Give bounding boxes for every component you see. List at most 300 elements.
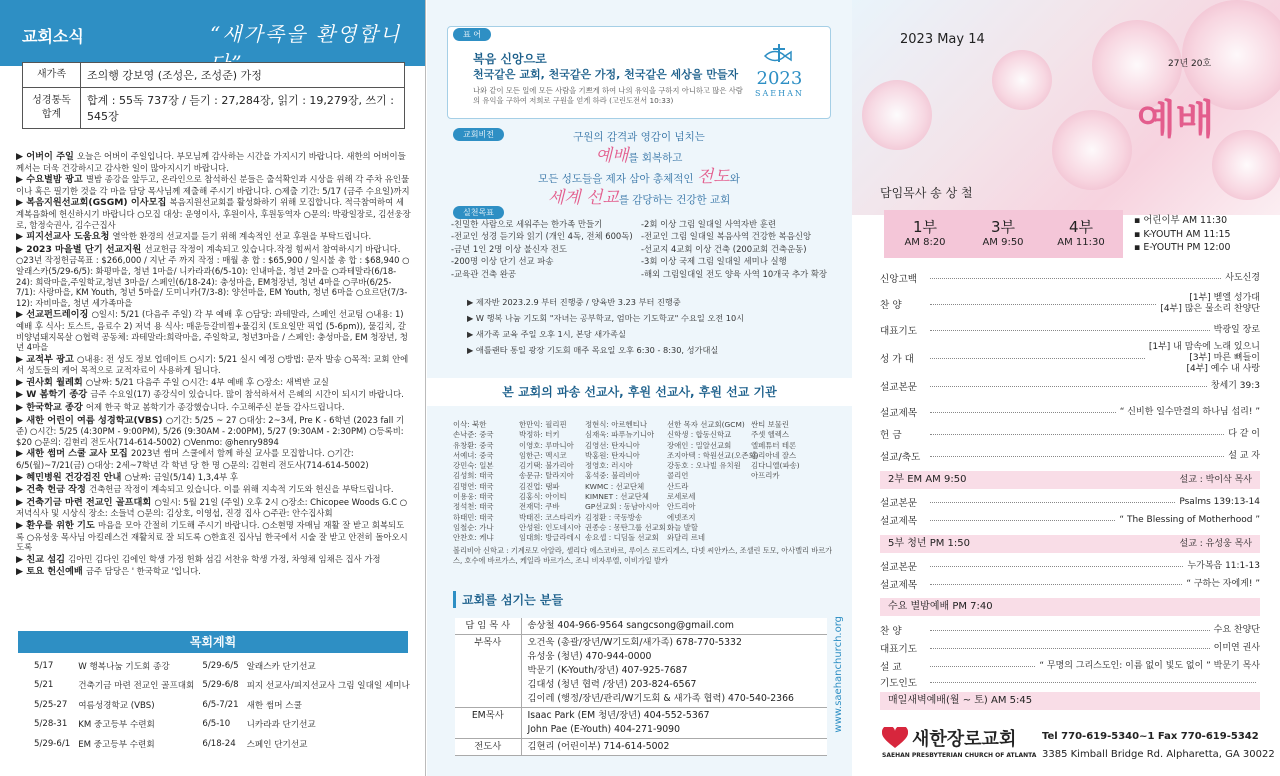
order-row xyxy=(880,574,1260,594)
leader-dots xyxy=(930,682,1256,683)
plan-cell: 스페인 단기선교 xyxy=(246,739,308,750)
mission-column xyxy=(585,420,666,544)
leader-dots xyxy=(930,304,1156,305)
plan-cell: 6/18-24 xyxy=(202,738,236,749)
mission-column xyxy=(667,420,759,544)
order-row xyxy=(880,268,1260,288)
goal-item: -전교인 성경 듣기와 읽기 (개인 4독, 전체 600독) xyxy=(451,231,633,242)
order-value: 이미연 권사 xyxy=(1213,642,1260,653)
goal-item: -해외 그림일대일 전도 양육 사역 10개국 추가 확장 xyxy=(641,268,828,279)
news-item-title: ▶ 선교펀드레이징 xyxy=(16,309,92,321)
leader-dots xyxy=(930,456,1224,457)
staff-member: 김이레 (행정/장년/관리/W기도회 & 새가족 협력) 470-540-2366 xyxy=(527,693,794,704)
news-item-body: 선교헌금 작정이 계속되고 있습니다.작정 힘써서 참여하시기 바랍니다. ○23년 작정헌금목표 : $266,000 / 지난 주 까지 작정 : 매월 총 합 : $65,900 / 일시불 총 합 : $68,940 ○알래스카(5/29-6/5): 화평마을, 청년 1마을/ 니카라과(6/5-10): 인내마을, 청년 2마을 ○과테말라(6/18-24): 희락마을,주일학교,청년 3마을/ 스페인(6/18-24): 충성마을, EM청장년, 청년 4마을 ○쿠바(6/25-7/1): 사랑마을, KM Youth, 청년 5마을/ 도미니카(7/3-8): 양선마을, EM Youth, 청년 6마을 ○요르단(7/3-12): 자비마을, 청년 세가족마을 xyxy=(16,243,410,308)
news-item xyxy=(16,377,411,389)
missionary: 박정하: 터키 xyxy=(519,430,560,440)
plan-table xyxy=(30,656,414,754)
plan-cell: 피지 선교사/피지선교사 그림 일대일 세미나 xyxy=(246,681,410,692)
staff-member: Isaac Park (EM 청년/장년) 404-552-5367 xyxy=(527,710,710,721)
order-row xyxy=(880,402,1260,422)
service-name: 3부 xyxy=(990,218,1016,236)
order-label: 대표기도 xyxy=(880,644,918,655)
bullet-icon: ▶ xyxy=(467,313,476,323)
plan-cell: 5/29-6/8 xyxy=(202,680,239,691)
bible-value: 합계 : 55독 737장 / 듣기 : 27,284장, 읽기 : 19,279장, 쓰기 : 545장 xyxy=(81,88,405,129)
news-item-title: ▶ 새한 어린이 여름 성경학교(VBS) xyxy=(16,414,166,426)
missionary: 송요셉 : 디딤돌 선교회 xyxy=(585,533,659,543)
news-item-body: 어제 한국 학교 봄학기가 종강했습니다. 수고해주신 분들 감사드립니다. xyxy=(85,402,345,413)
missionary: 신학생 : 합동신학교 xyxy=(667,430,732,440)
church-vision: 구원의 감격과 영감이 넘치는 예배를 회복하고 모든 성도들을 제자 삼아 총체적인 전도와 세계 선교를 감당하는 건강한 교회 xyxy=(538,131,740,208)
order-label: 설교/축도 xyxy=(880,452,921,463)
plan-row xyxy=(30,656,414,676)
news-item xyxy=(16,354,411,376)
missionary: 박홍원: 탄자니아 xyxy=(585,450,640,460)
missionary: GP선교회 : 동남아시아 xyxy=(585,502,660,512)
new-family-value: 조의행 강보영 (조성은, 조성준) 가정 xyxy=(81,63,405,88)
news-item-body: ○날짜: 금일(5/14) 1,3,4부 후 xyxy=(124,471,238,482)
mission-footnote: 볼리비아 신학교 : 기계로모 아알라, 셸리다 에스코바르, 루이스 로드리게스, 다넷 씨안카스, 조셀린 토모, 아사벨리 바르가스, 호수에 바르가스, 케일라 바르가스, 조니 비자루엘, 이비가일 발카 xyxy=(453,546,833,565)
news-item-title: ▶ 권사회 월례회 xyxy=(16,376,86,388)
missionary: 와달리 르네 xyxy=(667,533,706,543)
news-item-body: 2023년 썸머 스쿨에서 함께 하실 교사를 모집합니다. ○기간: 6/5(월)~7/21(금) ○대상: 2세~7학년 각 학년 당 한 명 ○문의: 김현리 전도사(714-614-5002) xyxy=(16,448,369,471)
news-item xyxy=(16,484,411,496)
order-value: 수요 찬양단 xyxy=(1213,624,1260,635)
leader-dots xyxy=(930,520,1115,521)
missionary: 장애인 : 밀알선교회 xyxy=(667,440,732,450)
missionary: 김명연: 태국 xyxy=(453,481,494,491)
news-item xyxy=(16,554,411,566)
missionary: 안드리아 xyxy=(667,502,696,512)
order-label: 찬 양 xyxy=(880,300,902,311)
plan-row xyxy=(30,715,414,735)
news-item-title: ▶ 건축기금 마련 전교인 골프대회 xyxy=(16,496,155,508)
plan-cell: 니카라과 단기선교 xyxy=(246,720,316,731)
announcements-header xyxy=(0,0,425,66)
leader-dots xyxy=(930,412,1116,413)
order-row xyxy=(880,320,1260,340)
service-name: 1부 xyxy=(912,218,938,236)
news-item xyxy=(16,497,411,519)
news-item-title: ▶ 새한 썸머 스쿨 교사 모집 xyxy=(16,448,132,460)
order-row xyxy=(880,510,1260,530)
staff-member: 김현리 (어린이부) 714-614-5002 xyxy=(527,741,670,752)
plan-row xyxy=(30,676,414,696)
band-label: 2부 EM AM 9:50 xyxy=(888,474,967,485)
band-preacher: 설교 : 박이삭 목사 xyxy=(1179,475,1252,485)
order-row xyxy=(880,672,1260,692)
missionary: 김성희: 태국 xyxy=(453,471,494,481)
order-value: 박광일 장로 xyxy=(1213,324,1260,335)
order-label: 설교제목 xyxy=(880,580,918,591)
plan-cell: 5/17 xyxy=(34,660,54,671)
vision-tag: 교회비전 xyxy=(453,128,504,141)
news-item-body: 금주 수요일(17) 종강식이 있습니다. 많이 참석하셔서 은혜의 시간이 되시기 바랍니다. xyxy=(90,389,404,400)
order-label: 설교제목 xyxy=(880,408,918,419)
missionary: 김홍식: 아이티 xyxy=(519,492,567,502)
missionary: 로세로세 xyxy=(667,492,696,502)
staff-row xyxy=(455,739,827,756)
news-item-title: ▶ 건축 헌금 작정 xyxy=(16,484,90,496)
plan-row xyxy=(30,695,414,715)
missionary: 정석천: 태국 xyxy=(453,502,494,512)
vision-panel xyxy=(427,0,852,776)
missionary: 조지아텍 : 학원선교(오존회) xyxy=(667,450,759,460)
goal-item: -200명 이상 단기 선교 파송 xyxy=(451,256,554,267)
news-list xyxy=(16,151,411,579)
service-band xyxy=(880,692,1260,710)
news-item-title: ▶ 복음지원선교회(GSGM) 이사모집 xyxy=(16,197,170,209)
order-row xyxy=(880,424,1260,444)
band-label: 5부 청년 PM 1:50 xyxy=(888,538,970,549)
missionary: 콜리언 xyxy=(667,471,689,481)
news-item xyxy=(16,197,411,230)
plan-cell: EM 중고등부 수련회 xyxy=(78,739,155,750)
new-family-label: 새가족 xyxy=(23,63,81,88)
staff-members xyxy=(521,708,827,739)
missionary: 아프리카 xyxy=(751,471,780,481)
order-value: “ 구하는 자에게! ” xyxy=(1186,578,1260,589)
goal-item: -전교인 그림 일대일 복음사역 건강한 복음신앙 xyxy=(641,231,812,242)
missionary: 주셋 헬렉스 xyxy=(751,430,790,440)
staff-role: 전도사 xyxy=(455,739,521,756)
leader-dots xyxy=(930,386,1207,387)
church-english-name: SAEHAN PRESBYTERIAN CHURCH OF ATLANTA xyxy=(882,752,1037,759)
news-item-body: 금주 담당은 ' 한국학교 '입니다. xyxy=(85,566,201,577)
year-logo: 2023 SAEHAN xyxy=(755,42,804,98)
youth-service: ▪ 어린이부 AM 11:30 xyxy=(1134,215,1228,226)
plan-cell: 5/29-6/1 xyxy=(34,738,71,749)
order-value: [1부] 내 맘속에 노래 있으니 [3부] 마른 뼈들이 [4부] 예수 내 사랑 xyxy=(1148,341,1260,374)
order-value: “ The Blessing of Motherhood ” xyxy=(1119,514,1260,525)
leader-dots xyxy=(930,278,1221,279)
mission-column xyxy=(751,420,800,482)
band-label: 매일새벽예배(월 ~ 토) AM 5:45 xyxy=(888,695,1033,706)
staff-row xyxy=(455,708,827,739)
order-label: 성 가 대 xyxy=(880,354,914,365)
mission-column xyxy=(519,420,581,544)
staff-member: John Pae (E-Youth) 404-271-9090 xyxy=(527,724,680,735)
missionary: KIMNET : 선교단체 xyxy=(585,492,649,502)
motto-verse: 나와 같이 모든 일에 모든 사람을 기쁘게 하여 나의 유익을 구하지 아니하고 많은 사람의 유익을 구하여 저희로 구원을 얻게 하라 (고린도전서 10:33) xyxy=(473,86,743,105)
order-of-service xyxy=(880,0,1260,776)
youth-service: ▪ E-YOUTH PM 12:00 xyxy=(1134,242,1231,253)
missionary: 싼티 보물린 xyxy=(751,420,790,429)
news-item-title: ▶ 2023 마을별 단기 선교지원 xyxy=(16,243,145,255)
note-item xyxy=(467,294,837,310)
leader-dots xyxy=(930,566,1183,567)
mission-column xyxy=(453,420,494,544)
missionary: 김정환 : 국동방송 xyxy=(585,512,643,522)
missionary: 강동호 : 오나빌 유치원 xyxy=(667,461,741,471)
news-item-body: 오늘은 어버이 주일입니다. 부모님께 감사하는 시간을 가지시기 바랍니다. 새한의 어버이들께서는 더욱 건강하시고 감사한 일이 많아지시기 바랍니다. xyxy=(16,151,406,173)
news-item xyxy=(16,520,411,553)
order-value: 창세기 39:3 xyxy=(1210,380,1260,391)
news-item-body: ○일시: 5월 21일 (주일) 오후 2시 ○장소: Chicopee Woods G.C ○저녁식사 및 시상식 장소: 소들녁 ○문의: 김상호, 이영섭, 진경 집사 ○주관: 안수집사회 xyxy=(16,496,408,519)
service-band xyxy=(880,535,1260,553)
staff-row xyxy=(455,618,827,635)
heart-icon xyxy=(882,727,908,749)
missionary: 심재욱: 파푸뉴기니아 xyxy=(585,430,655,440)
missionary: 박태진: 코스타리카 xyxy=(519,512,581,522)
bullet-icon: ▶ xyxy=(467,297,476,307)
note-item xyxy=(467,310,837,326)
missionary: 김다니엘(파송) xyxy=(751,461,800,471)
staff-role: 담 임 목 사 xyxy=(455,618,521,635)
staff-members xyxy=(521,635,827,708)
missionary: 화늘 발할 xyxy=(667,522,698,532)
plan-cell: KM 중고등부 수련회 xyxy=(78,720,155,731)
news-item-body: ○기간: 5/25 ~ 27 ○대상: 2~3세, Pre K - 6학년 (2023 fall 기준) ○시간: 5/25 (4:30PM - 9:00PM), 5/26 (9:30AM - 2:00PM), 5/27 (9:30AM - 2:30PM) ○등록비: $20 ○문의: 김현리 전도사(714-614-5002) ○Venmo: @henry9894 xyxy=(16,414,405,447)
staff-member: 오건욱 (총괄/장년/W기도회/새가족) 678-770-5332 xyxy=(527,637,742,648)
leader-dots xyxy=(930,648,1210,649)
news-item-body: ○일시: 5/21 (다음주 주일) 각 부 예배 후 ○담당: 과테말라, 스페인 선교팀 ○내용: 1) 예배 후 식사: 토스트, 음료수 2) 저녁 용 식사: 매운등갈비찜+물김치 (토요일만 픽업 (5-6pm)), 물김치, 갈비양념돼지목살 ○협력 공동체: 과테말라:희락마을, 주일학교, 청년3마을 / 스페인: 충성마을, EM 청장년, 청년 4마을 xyxy=(16,309,408,353)
bible-label: 성경통독 합계 xyxy=(23,88,81,129)
plan-cell: 5/21 xyxy=(34,680,54,691)
staff-row xyxy=(455,635,827,708)
church-name: 새한장로교회 xyxy=(912,729,1017,750)
order-row xyxy=(880,376,1260,396)
staff-members xyxy=(521,618,827,635)
missionary: KWMC : 선교단체 xyxy=(585,481,645,491)
news-item-title: ▶ 한국학교 종강 xyxy=(16,402,86,414)
news-item-body: 열악한 환경의 선교지를 듣기 위해 계속적인 선교 후원을 부탁드립니다. xyxy=(112,231,372,242)
missionary: 하태민: 태국 xyxy=(453,512,494,522)
goal-item: -3회 이상 국제 그림 일대일 세미나 실행 xyxy=(641,256,787,267)
plan-row xyxy=(30,734,414,754)
news-item xyxy=(16,566,411,578)
news-item-body: ○날짜: 5/21 다음주 주일 ○시간: 4부 예배 후 ○장소: 새벽반 교실 xyxy=(85,376,329,387)
mission-title: 본 교회의 파송 선교사, 후원 선교사, 후원 선교 기관 xyxy=(427,378,852,406)
order-label: 찬 양 xyxy=(880,626,902,637)
news-item xyxy=(16,309,411,352)
staff-members xyxy=(521,739,827,756)
order-row xyxy=(880,294,1260,314)
missionary: 정영호: 러시아 xyxy=(585,461,633,471)
plan-cell: W 행복나눔 기도회 종강 xyxy=(78,661,170,672)
order-value: [1부] 벧엘 성가대 [4부] 많은 물소리 찬양단 xyxy=(1160,293,1260,314)
missionary: 안찬호: 케냐 xyxy=(453,533,494,543)
missionary: 손낙준: 중국 xyxy=(453,430,494,440)
staff-role: EM목사 xyxy=(455,708,521,739)
missionary: 유창환: 중국 xyxy=(453,440,494,450)
news-item-title: ▶ 혜민병원 건강검진 안내 xyxy=(16,471,125,483)
news-item-title: ▶ 환우를 위한 기도 xyxy=(16,520,98,531)
order-row xyxy=(880,492,1260,512)
goal-item: -선교지 4교회 이상 건축 (200교회 건축운동) xyxy=(641,243,807,254)
church-logo xyxy=(882,725,1016,751)
worship-title: 예배 xyxy=(1137,96,1215,143)
news-item-title: ▶ W 봄학기 종강 xyxy=(16,389,91,401)
missionary: 홍석중: 불리비아 xyxy=(585,471,640,481)
news-item xyxy=(16,472,411,484)
missionary: 산드라 xyxy=(667,481,689,491)
missionary: 정현식: 아르헨티나 xyxy=(585,420,647,429)
missionary: 이용웅: 태국 xyxy=(453,492,494,502)
leader-dots xyxy=(930,358,1145,359)
missionary: 안성원: 인도네시아 xyxy=(519,522,581,532)
news-item xyxy=(16,231,411,243)
plan-cell: 새한 썸머 스쿨 xyxy=(246,700,302,711)
order-label: 헌 금 xyxy=(880,430,902,441)
staff-member: 박문기 (K-Youth/장년) 407-925-7687 xyxy=(527,665,688,676)
note-text: 제자반 2023.2.9 부터 진행중 / 양육반 3.23 부터 진행중 xyxy=(475,297,681,307)
news-item xyxy=(16,448,411,470)
service-time: AM 8:20 xyxy=(904,237,946,248)
leader-dots xyxy=(930,502,1175,503)
youth-service: ▪ K-YOUTH AM 11:15 xyxy=(1134,228,1231,240)
plan-cell: 알래스카 단기선교 xyxy=(246,661,316,672)
order-label: 신앙고백 xyxy=(880,274,918,285)
plan-cell: 여름성경학교 (VBS) xyxy=(78,700,155,711)
staff-member: 유성웅 (청년) 470-944-0000 xyxy=(527,651,652,662)
news-item-title: ▶ 어버이 주일 xyxy=(16,151,78,162)
worship-panel xyxy=(852,0,1280,776)
order-row xyxy=(880,556,1260,576)
staff-table xyxy=(455,618,827,756)
news-item-title: ▶ 피지선교사 도움요청 xyxy=(16,231,113,243)
order-value: 사도신경 xyxy=(1225,272,1260,283)
order-label: 설 교 xyxy=(880,662,902,673)
note-text: W 행복 나눔 기도회 "자녀는 공부학교, 엄마는 기도학교" 수요일 오전 10시 xyxy=(475,313,745,323)
news-item-body: 복음지원선교회를 활성화하기 위해 모집합니다. 적극참여하여 세계복음화에 헌신하시기 바랍니다 ○모집 대상: 운영이사, 후원이사, 후원동역자 ○문의: 박광일장로, 김선웅장로, 함정숙권사, 김수근집사 xyxy=(16,197,411,230)
missionary: 에넷조지 xyxy=(667,512,696,522)
missionary: 전재덕: 쿠바 xyxy=(519,502,560,512)
missionary: 이영호: 루마니아 xyxy=(519,440,574,450)
notes-list xyxy=(467,294,837,358)
missionary: 이삭: 북한 xyxy=(453,420,487,429)
missionary: 선한 목자 선교회(GCM) xyxy=(667,420,745,429)
plan-cell: 5/28-31 xyxy=(34,719,68,730)
news-item-body: 마음을 모아 간절히 기도해 주시기 바랍니다. ○소현명 자매님 재활 잘 받고 회복되도록 ○유성웅 목사님 아킬레스건 재활치료 잘 되도록 ○한효진 집사님 한국에서 시술 잘 받고 안전히 돌아오시도록 xyxy=(16,520,408,553)
leader-dots xyxy=(930,630,1210,631)
news-item xyxy=(16,151,411,173)
senior-pastor: 담임목사 송 상 철 xyxy=(880,186,973,200)
order-value: 다 같 이 xyxy=(1228,428,1260,439)
note-text: 새가족 교육 주일 오후 1시, 본당 새가족실 xyxy=(475,329,626,339)
band-preacher: 설교 : 유성웅 목사 xyxy=(1179,539,1252,549)
motto-title: 복음 신앙으로 xyxy=(473,52,547,66)
leader-dots xyxy=(930,330,1210,331)
welcome-slogan: “새가족을 환영합니 xyxy=(210,22,402,46)
service-band xyxy=(880,598,1260,616)
news-item xyxy=(16,389,411,401)
plan-cell: 건축기금 마련 전교인 골프대회 xyxy=(78,681,195,692)
missionary: 김기택: 불가리아 xyxy=(519,461,574,471)
news-item-title: ▶ 수요별밤 광고 xyxy=(16,174,86,186)
leader-dots xyxy=(930,584,1182,585)
section-title: 교회소식 xyxy=(22,27,84,46)
service-time: AM 11:30 xyxy=(1057,237,1105,248)
plan-cell: 5/29-6/5 xyxy=(202,660,239,671)
news-item-body: 건축헌금 작정이 계속되고 있습니다. 이를 위해 지속적 기도와 헌신을 부탁드립니다. xyxy=(89,484,394,495)
note-item xyxy=(467,342,837,358)
order-row xyxy=(880,446,1260,466)
news-item-body: 별밤 종강을 앞두고, 온라인으로 참석하신 분들은 출석확인과 시상을 위해 각 주차 유인물이나 혹은 필기한 것을 각 마을 담당 목사님께 제출해 주시기 바랍니다. ○제출 기간: 5/17 (금주 수요일)까지 xyxy=(16,174,410,196)
news-item-body: ○내용: 전 성도 정보 업데이트 ○시기: 5/21 실시 예정 ○방법: 문자 발송 ○목적: 교회 안에서 성도들의 케어 목적으로 교적자료이 사용하게 됩니다. xyxy=(16,353,409,376)
order-row xyxy=(880,620,1260,640)
order-value: “ 무명의 그리스도인: 이름 없이 빛도 없이 ” 박문기 목사 xyxy=(1039,660,1260,671)
missionary: 임한근: 멕시코 xyxy=(519,450,567,460)
missionary: 김진업: 탬파 xyxy=(519,481,560,491)
motto-title-2: 천국같은 교회, 천국같은 가정, 천국같은 세상을 만들자 xyxy=(473,68,739,81)
bullet-icon: ▶ xyxy=(467,345,476,355)
order-value: “ 신비한 일수만결의 하나님 섭리! ” xyxy=(1119,406,1260,417)
news-item xyxy=(16,244,411,309)
news-item xyxy=(16,415,411,448)
plan-title: 목회계획 xyxy=(18,631,408,653)
missionary: 강민숙: 일본 xyxy=(453,461,494,471)
bullet-icon: ▶ xyxy=(467,329,476,339)
goal-item: -2회 이상 그림 일대일 사역자반 훈련 xyxy=(641,219,776,229)
order-row xyxy=(880,341,1260,374)
missionary: 김영선: 탄자니아 xyxy=(585,440,640,450)
band-label: 수요 별밤예배 PM 7:40 xyxy=(888,601,993,612)
missionary: 서예녀: 중국 xyxy=(453,450,494,460)
order-value: 누가복음 11:1-13 xyxy=(1187,560,1260,571)
info-table xyxy=(22,62,405,129)
note-item xyxy=(467,326,837,342)
news-item-title: ▶ 토요 헌신예배 xyxy=(16,566,86,578)
news-item-body: 김아민 김다인 김에인 학생 가정 헌화 섬김 서찬유 학생 가정, 차영채 임채은 집사 가정 xyxy=(68,553,381,564)
cross-fish-icon xyxy=(761,42,797,64)
leader-dots xyxy=(930,666,1035,667)
order-label: 대표기도 xyxy=(880,326,918,337)
staff-member: 송상철 404-966-9564 sangcsong@gmail.com xyxy=(527,620,734,631)
church-url[interactable]: www.saehanchurch.org xyxy=(833,616,844,733)
service-name: 4부 xyxy=(1068,218,1094,236)
news-item xyxy=(16,402,411,414)
goal-item: -금년 1인 2명 이상 불신자 전도 xyxy=(451,243,567,254)
news-item-title: ▶ 교적부 광고 xyxy=(16,353,78,365)
announcements-panel xyxy=(0,0,426,776)
order-label: 설교본문 xyxy=(880,382,918,393)
order-value: 설 교 자 xyxy=(1228,450,1260,461)
missionary: 올리아네 잘스 xyxy=(751,450,797,460)
missionary: 송문규: 탈라지아 xyxy=(519,471,574,481)
missionary: 엘페튜터 테론 xyxy=(751,440,797,450)
leader-dots xyxy=(930,434,1224,435)
order-label: 설교본문 xyxy=(880,562,918,573)
order-row xyxy=(880,638,1260,658)
volume-number: 27년 20호 xyxy=(1168,59,1212,69)
news-item xyxy=(16,174,411,196)
order-value: Psalms 139:13-14 xyxy=(1179,496,1260,507)
missionary: 한만익: 필리핀 xyxy=(519,420,567,429)
order-label: 설교본문 xyxy=(880,498,918,509)
bulletin-date: 2023 May 14 xyxy=(900,32,985,47)
goal-item: -교육관 건축 완공 xyxy=(451,268,516,279)
plan-cell: 6/5-10 xyxy=(202,719,231,730)
staff-title: 교회를 섬기는 분들 xyxy=(453,591,563,608)
missionary: 권종승 : 몽탄그룹 선교회 xyxy=(585,522,666,532)
goal-item: -친밀한 사람으로 세워주는 한가족 만들기 xyxy=(451,219,603,229)
service-time: AM 9:50 xyxy=(982,237,1024,248)
staff-member: 김대성 (청년 협력 /장년) 203-824-6567 xyxy=(527,679,697,690)
plan-cell: 5/25-27 xyxy=(34,699,68,710)
service-band xyxy=(880,471,1260,489)
plan-cell: 6/5-7/21 xyxy=(202,699,239,710)
church-contact: Tel 770-619-5340~1 Fax 770-619-5342 3385 Kimball Bridge Rd. Alpharetta, GA 30022 xyxy=(1042,731,1275,760)
goals-tag: 실천목표 xyxy=(453,206,504,219)
note-text: 애틀랜타 통일 광장 기도회 매주 목요일 오후 6:30 - 8:30, 성가대실 xyxy=(475,345,719,355)
missionary: 임대희: 방글라데시 xyxy=(519,533,581,543)
order-label: 설교제목 xyxy=(880,516,918,527)
missionary: 임철순: 가나 xyxy=(453,522,494,532)
news-item-title: ▶ 친교 섬김 xyxy=(16,553,69,565)
motto-tag: 표 어 xyxy=(453,28,491,41)
staff-role: 부목사 xyxy=(455,635,521,708)
